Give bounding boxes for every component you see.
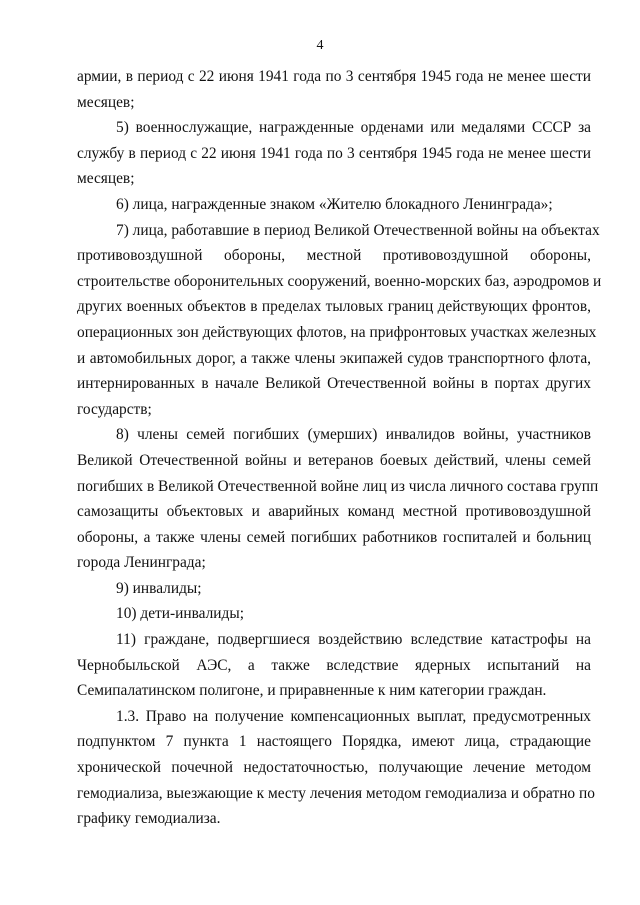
text-line: операционных зон действующих флотов, на прифронтовых участках железных [77, 323, 597, 341]
text-line: 5) военнослужащие, награжденные орденами или медалями СССР за [116, 119, 591, 137]
text-line: 8) члены семей погибших (умерших) инвалидов войны, участников [116, 426, 591, 444]
text-line: гемодиализа, выезжающие к месту лечения методом гемодиализа и обратно по [77, 784, 595, 802]
text-line: самозащиты объектовых и аварийных команд местной противовоздушной [77, 503, 591, 521]
text-line: месяцев; [77, 93, 135, 111]
text-line: государств; [77, 400, 152, 418]
text-line: 11) граждане, подвергшиеся воздействию вследствие катастрофы на [116, 631, 591, 649]
text-line: 10) дети-инвалиды; [116, 605, 244, 623]
text-line: 1.3. Право на получение компенсационных выплат, предусмотренных [116, 707, 591, 725]
text-line: хронической почечной недостаточностью, получающие лечение методом [77, 759, 591, 777]
text-line: подпунктом 7 пункта 1 настоящего Порядка, имеют лица, страдающие [77, 733, 591, 751]
text-line: службу в период с 22 июня 1941 года по 3 сентября 1945 года не менее шести [77, 144, 591, 162]
text-line: 6) лица, награжденные знаком «Жителю блокадного Ленинграда»; [116, 195, 553, 213]
text-line: графику гемодиализа. [77, 810, 221, 828]
text-line: Чернобыльской АЭС, а также вследствие ядерных испытаний на [77, 656, 591, 674]
text-line: противовоздушной обороны, местной противовоздушной обороны, [77, 247, 591, 265]
text-line: строительстве оборонительных сооружений, военно-морских баз, аэродромов и [77, 272, 602, 290]
text-line: города Ленинграда; [77, 554, 206, 572]
text-line: других военных объектов в пределах тыловых границ действующих фронтов, [77, 298, 591, 316]
page-number: 4 [316, 38, 324, 53]
text-line: месяцев; [77, 170, 135, 188]
text-line: армии, в период с 22 июня 1941 года по 3 сентября 1945 года не менее шести [77, 68, 591, 85]
text-line: погибших в Великой Отечественной войне лиц из числа личного состава групп [77, 477, 599, 495]
text-line: 7) лица, работавшие в период Великой Отечественной войны на объектах [116, 221, 600, 239]
text-line: обороны, а также члены семей погибших работников госпиталей и больниц [77, 528, 591, 546]
text-line: и автомобильных дорог, а также члены экипажей судов транспортного флота, [77, 349, 591, 367]
text-line: 9) инвалиды; [116, 579, 202, 597]
text-line: Семипалатинском полигоне, и приравненные к ним категории граждан. [77, 682, 547, 700]
text-line: Великой Отечественной войны и ветеранов боевых действий, члены семей [77, 451, 591, 469]
text-line: интернированных в начале Великой Отечественной войны в портах других [77, 375, 591, 393]
document-body [77, 64, 602, 832]
